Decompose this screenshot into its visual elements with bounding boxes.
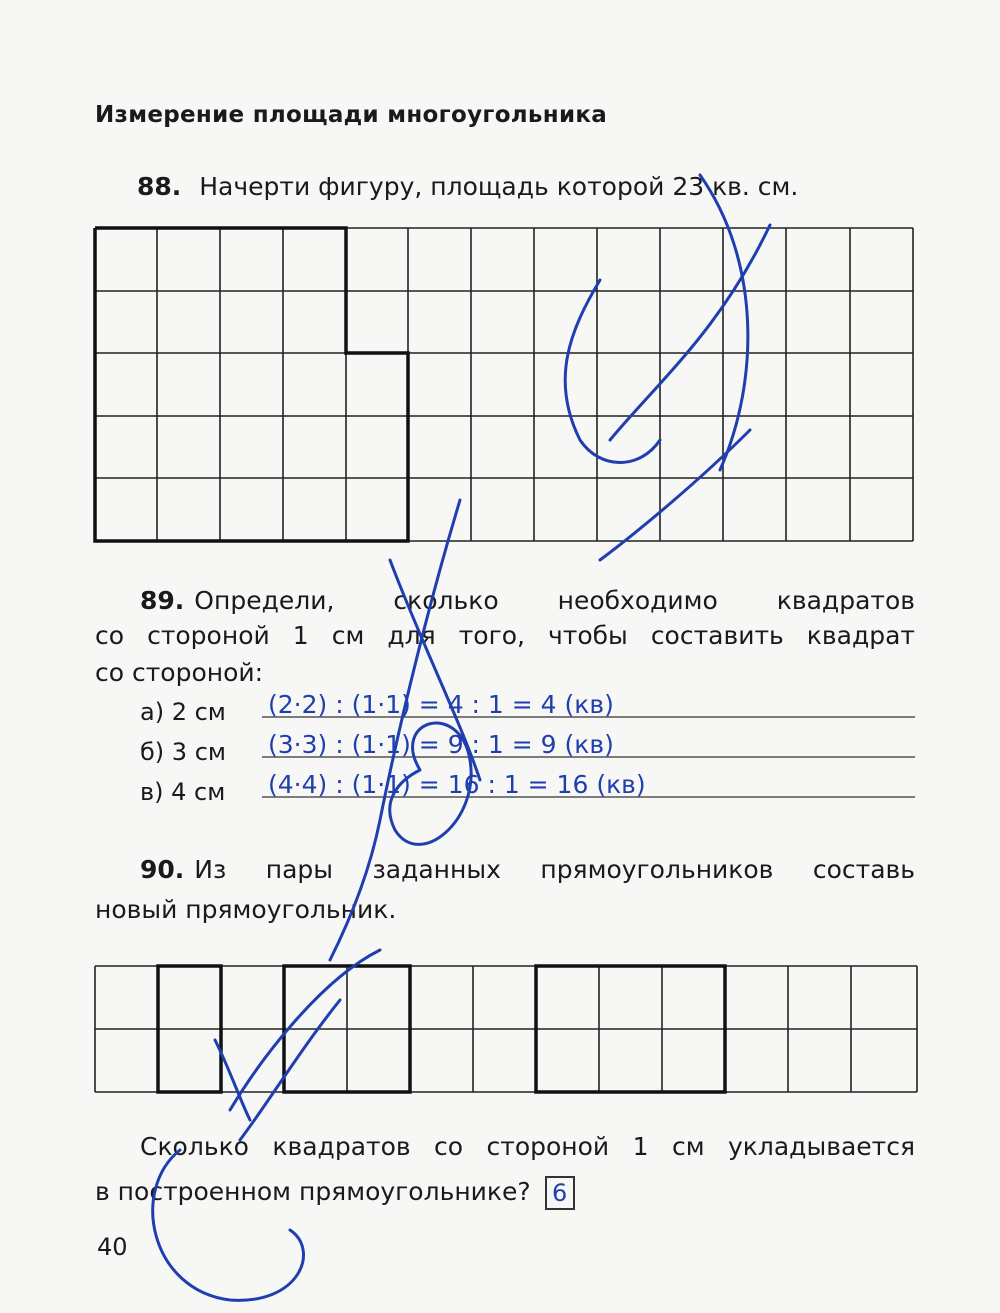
task-88-text: Начерти фигуру, площадь которой 23 кв. см. bbox=[199, 172, 799, 201]
scribble-7 bbox=[390, 723, 471, 844]
task-89-item-a-answer: (2·2) : (1·1) = 4 : 1 = 4 (кв) bbox=[268, 690, 614, 719]
task-89-item-c-answer: (4·4) : (1·1) = 16 : 1 = 16 (кв) bbox=[268, 770, 646, 799]
task-90-question-line2: в построенном прямоугольнике? 6 bbox=[95, 1176, 575, 1210]
page-number: 40 bbox=[97, 1233, 128, 1261]
task-90-number: 90. bbox=[140, 855, 185, 884]
task-89-item-c-label: в) 4 см bbox=[140, 778, 226, 806]
task-90-answer-box[interactable]: 6 bbox=[545, 1176, 575, 1210]
task-89-line2: со стороной 1 см для того, чтобы составить квадрат bbox=[95, 621, 915, 650]
task-89-line3: со стороной: bbox=[95, 658, 264, 687]
scribble-2 bbox=[610, 225, 770, 440]
task-90-question-line1: Сколько квадратов со стороной 1 см укладывается bbox=[140, 1132, 915, 1161]
task-89-number: 89. bbox=[140, 586, 185, 615]
task-90-line1: 90. Из пары заданных прямоугольников составь bbox=[140, 855, 915, 884]
task-90-line2: новый прямоугольник. bbox=[95, 895, 397, 924]
section-title: Измерение площади многоугольника bbox=[95, 102, 608, 128]
scribble-1 bbox=[700, 175, 748, 470]
task-89-item-a-label: а) 2 см bbox=[140, 698, 226, 726]
task-89-item-b-answer: (3·3) : (1·1) = 9 : 1 = 9 (кв) bbox=[268, 730, 614, 759]
task-89-line1: 89. Определи, сколько необходимо квадратов bbox=[140, 586, 915, 615]
scribble-11 bbox=[153, 1150, 304, 1300]
task-89-item-b-label: б) 3 см bbox=[140, 738, 226, 766]
task-88-number: 88. bbox=[137, 172, 182, 201]
scribble-8 bbox=[230, 950, 380, 1110]
